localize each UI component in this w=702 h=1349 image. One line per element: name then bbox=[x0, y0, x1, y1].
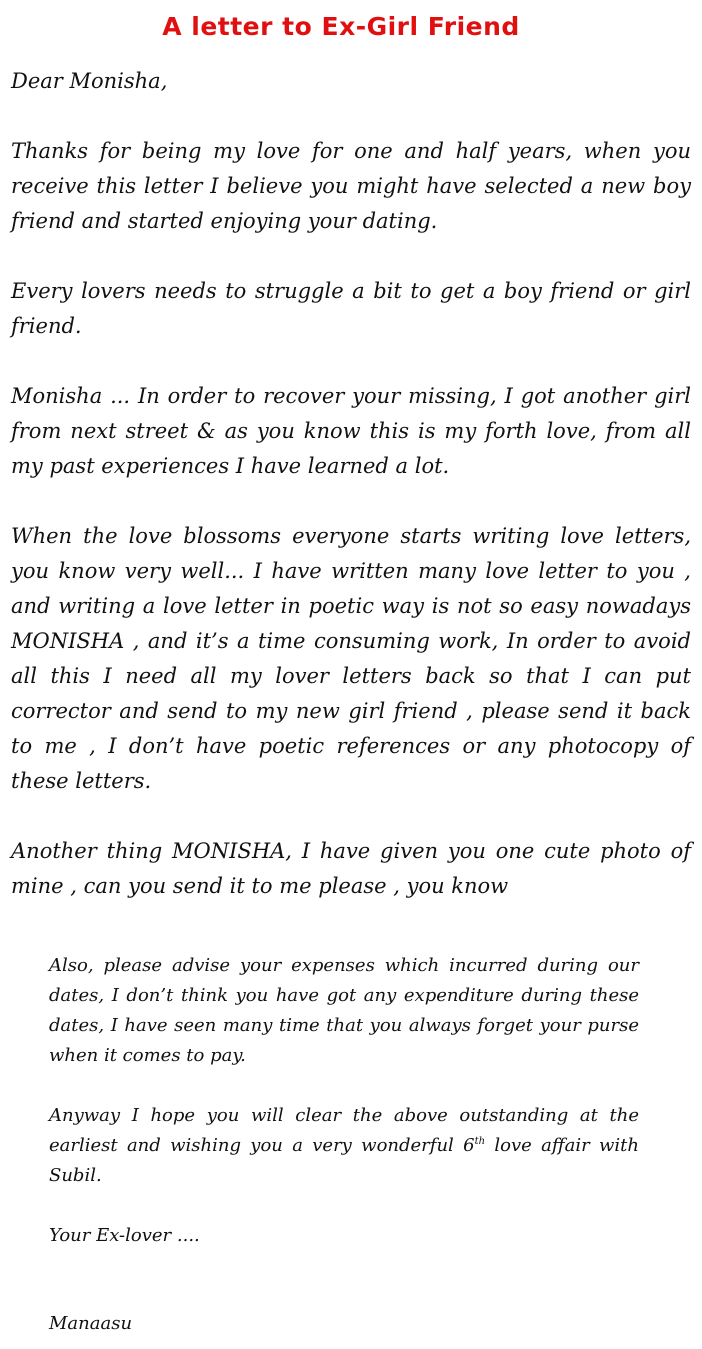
letter-continuation bbox=[49, 951, 639, 1339]
letter-title: A letter to Ex-Girl Friend bbox=[162, 12, 520, 41]
signoff: Your Ex-lover .... bbox=[49, 1225, 200, 1246]
ordinal-suffix: th bbox=[474, 1136, 486, 1147]
paragraph-struggle: Every lovers needs to struggle a bit to get a boy friend or girl friend. bbox=[11, 279, 691, 338]
paragraph-photo: Another thing MONISHA, I have given you one cute photo of mine , can you send it to me please , you know bbox=[11, 839, 691, 898]
closing-text-end: love affair with Subil. bbox=[49, 1135, 639, 1186]
paragraph-recover: Monisha ... In order to recover your missing, I got another girl from next street & as you know this is my forth love, from all my past experiences I have learned a lot. bbox=[11, 384, 691, 478]
paragraph-closing bbox=[49, 1101, 639, 1191]
paragraph-love-letters: When the love blossoms everyone starts writing love letters, you know very well... I have written many love letter to you , and writing a love letter in poetic way is not so easy nowadays MONISHA , and it’s a time consuming work, In order to avoid all this I need all my lover letters back so that I can put corrector and send to my new girl friend , please send it back to me , I don’t have poetic references or any photocopy of these letters. bbox=[11, 524, 691, 793]
paragraph-expenses: Also, please advise your expenses which incurred during our dates, I don’t think you have got any expenditure during these dates, I have seen many time that you always forget your purse when it comes to pay. bbox=[49, 955, 639, 1066]
letter-body bbox=[11, 64, 691, 904]
signature: Manaasu bbox=[49, 1313, 133, 1334]
greeting: Dear Monisha, bbox=[11, 69, 168, 93]
closing-text-start: Anyway I hope you will clear the above outstanding at the earliest and wishing you a very wonderful 6 bbox=[49, 1105, 639, 1156]
paragraph-thanks: Thanks for being my love for one and half years, when you receive this letter I believe you might have selected a new boy friend and started enjoying your dating. bbox=[11, 139, 691, 233]
